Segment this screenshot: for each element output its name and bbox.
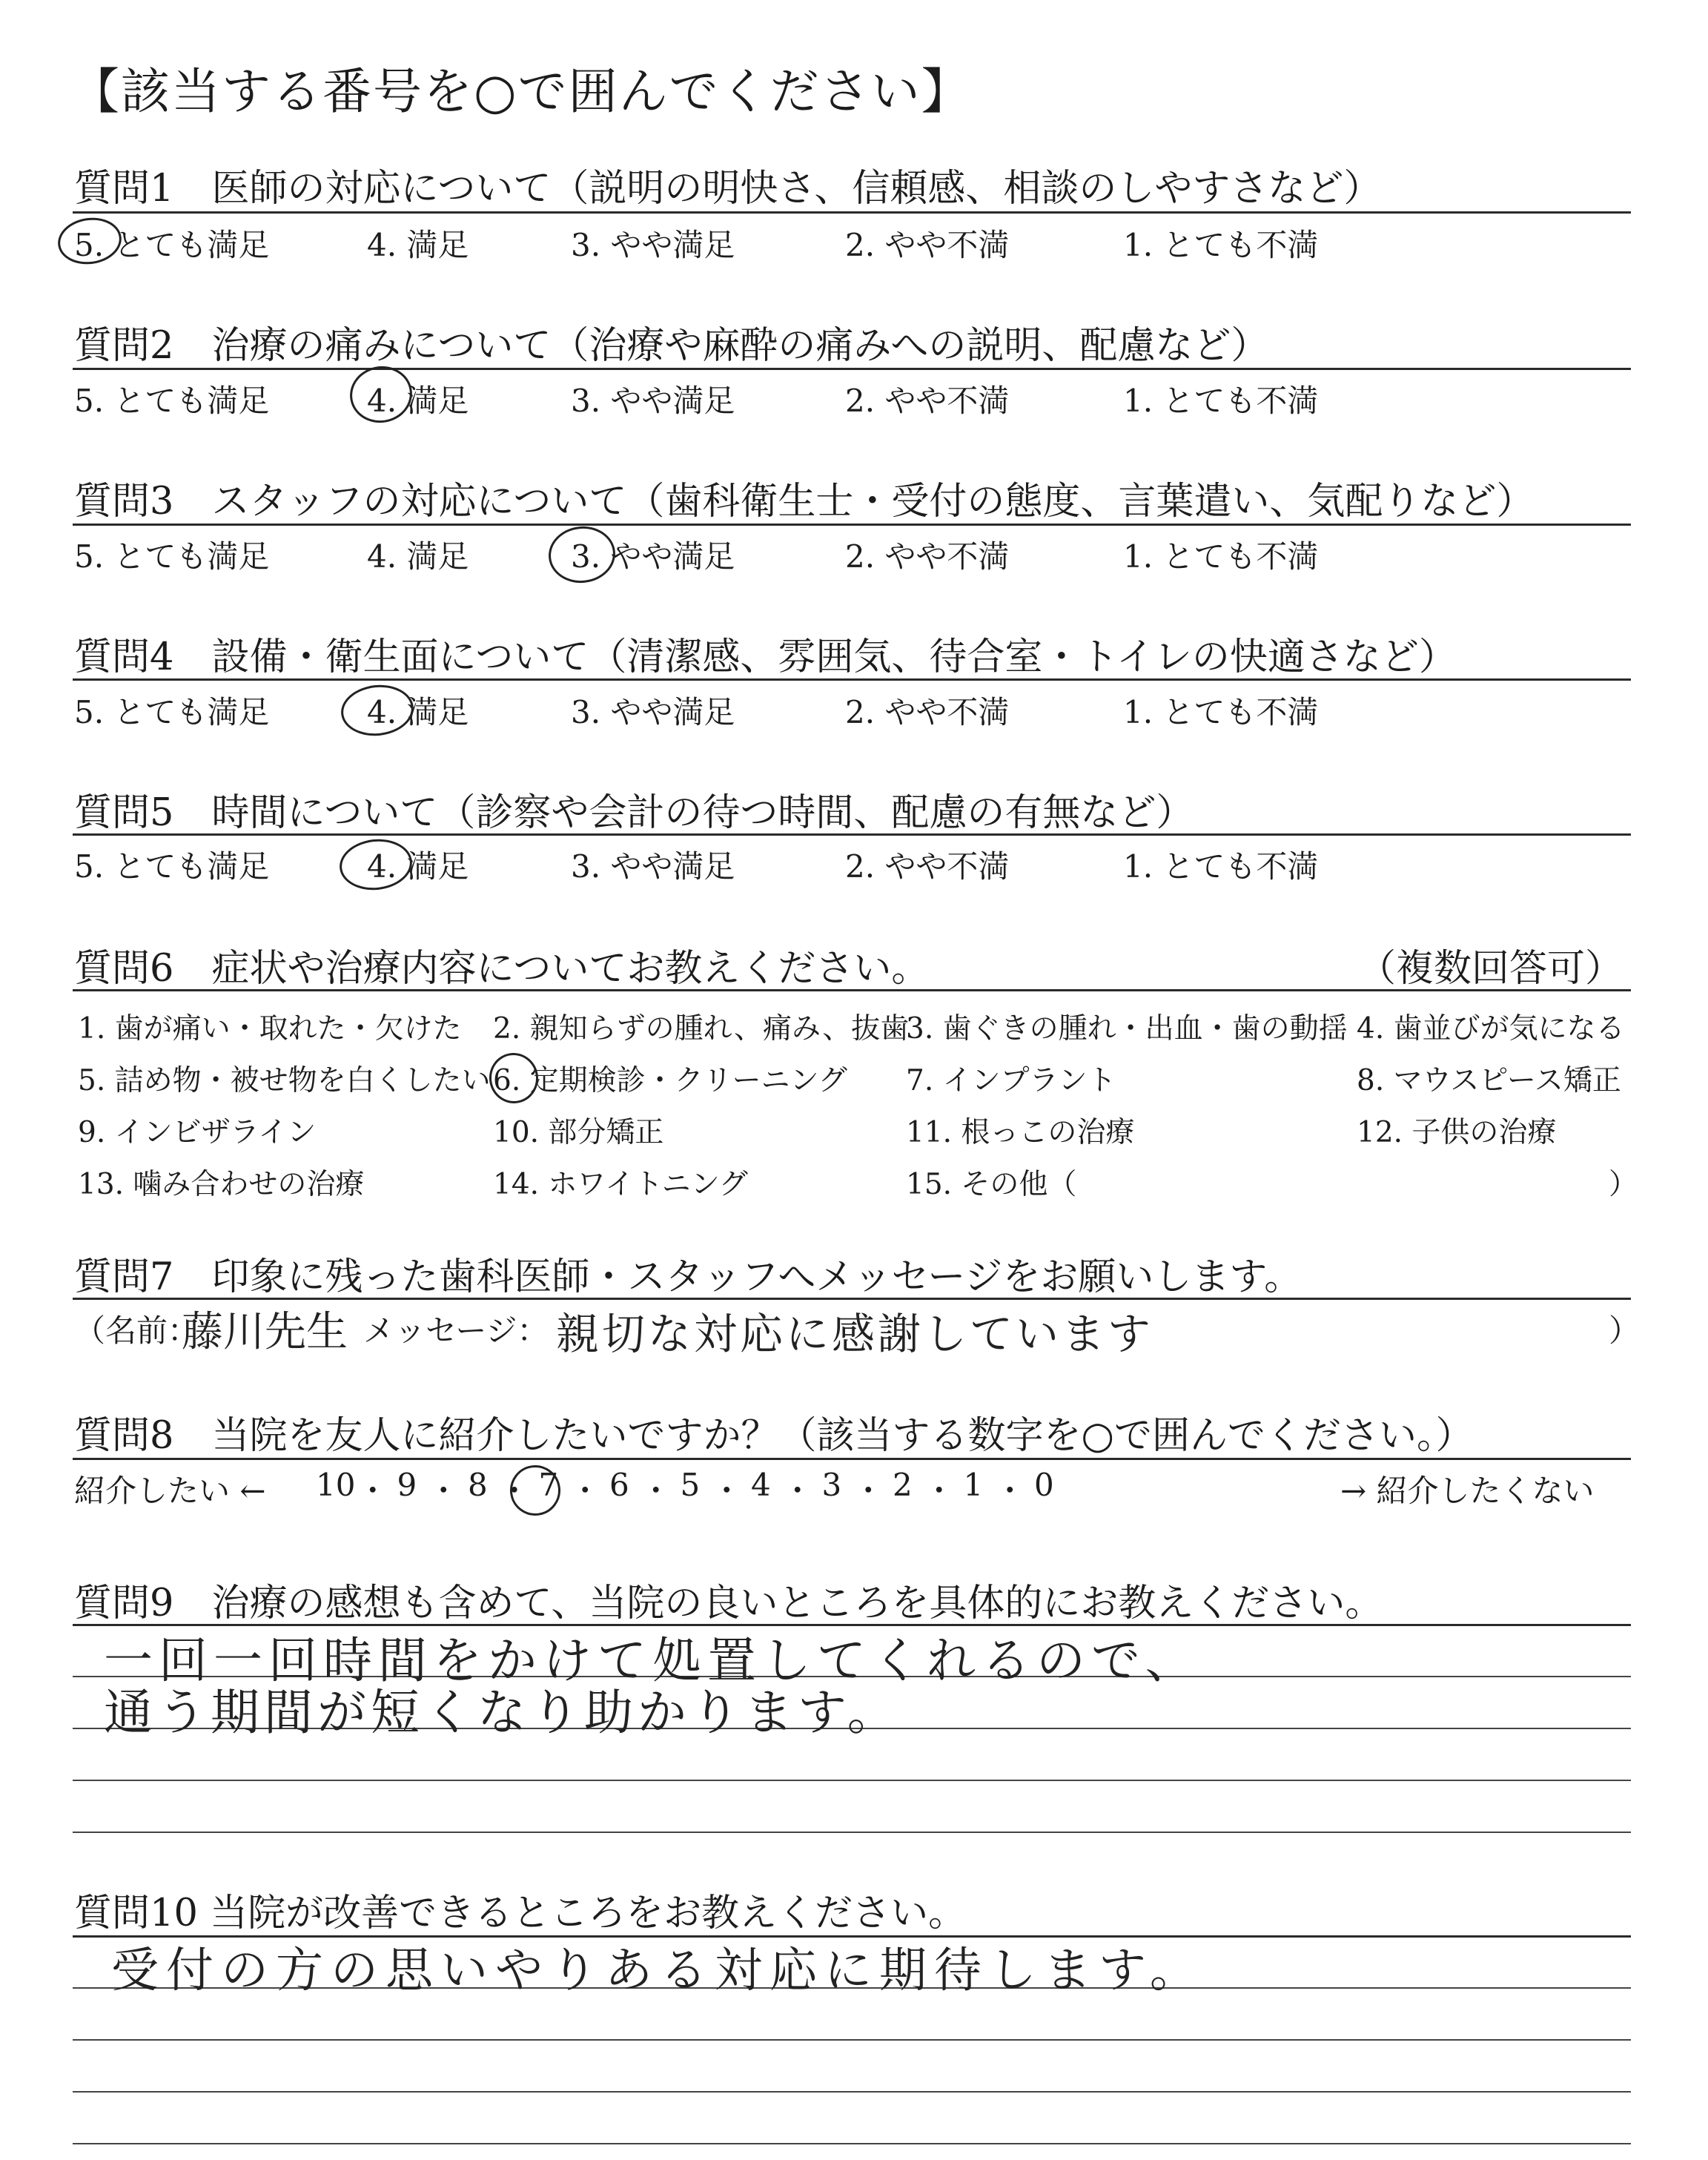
q7-message-label: メッセージ： bbox=[363, 1312, 549, 1349]
question-10-title: 質問10 当院が改善できるところをお教えください。 bbox=[74, 1892, 967, 1935]
q4-option-5[interactable]: 5. とても満足 bbox=[74, 694, 270, 730]
q6-option-6[interactable]: 6. 定期検診・クリーニング bbox=[493, 1064, 847, 1097]
question-9-title: 質問9 治療の感想も含めて、当院の良いところを具体的にお教えください。 bbox=[74, 1582, 1383, 1625]
q2-option-2[interactable]: 2. やや不満 bbox=[845, 383, 1010, 419]
q5-option-5[interactable]: 5. とても満足 bbox=[74, 848, 270, 885]
q4-option-1[interactable]: 1. とても不満 bbox=[1123, 694, 1319, 730]
q6-option-14[interactable]: 14. ホワイトニング bbox=[493, 1168, 748, 1201]
question-9-rule-5 bbox=[73, 1832, 1631, 1833]
question-6-note: （複数回答可） bbox=[1358, 947, 1623, 991]
q1-option-5[interactable]: 5. とても満足 bbox=[74, 227, 270, 263]
q3-option-3[interactable]: 3. やや満足 bbox=[571, 538, 735, 575]
question-5-rule bbox=[73, 833, 1631, 836]
question-7-title: 質問7 印象に残った歯科医師・スタッフへメッセージをお願いします。 bbox=[74, 1255, 1302, 1299]
question-1-rule bbox=[73, 211, 1631, 214]
question-2-title: 質問2 治療の痛みについて（治療や麻酔の痛みへの説明、配慮など） bbox=[74, 324, 1269, 368]
q6-option-3[interactable]: 3. 歯ぐきの腫れ・出血・歯の動揺 bbox=[906, 1012, 1348, 1046]
q2-option-4[interactable]: 4. 満足 bbox=[367, 383, 469, 419]
question-10-rule-5 bbox=[73, 2143, 1631, 2144]
q2-option-3[interactable]: 3. やや満足 bbox=[571, 383, 735, 419]
q2-option-5[interactable]: 5. とても満足 bbox=[74, 383, 270, 419]
q8-scale-5[interactable]: 5 bbox=[680, 1467, 701, 1503]
q6-option-12[interactable]: 12. 子供の治療 bbox=[1357, 1116, 1557, 1149]
question-6-rule bbox=[73, 989, 1631, 991]
q4-option-4[interactable]: 4. 満足 bbox=[367, 694, 469, 730]
question-4-title: 質問4 設備・衛生面について（清潔感、雰囲気、待合室・トイレの快適さなど） bbox=[74, 635, 1457, 679]
q9-answer-line-1[interactable]: 一回一回時間をかけて処置してくれるので、 bbox=[104, 1632, 1200, 1689]
q1-option-1[interactable]: 1. とても不満 bbox=[1123, 227, 1319, 263]
question-9-rule-4 bbox=[73, 1780, 1631, 1781]
q6-option-4[interactable]: 4. 歯並びが気になる bbox=[1357, 1012, 1625, 1046]
q2-option-1[interactable]: 1. とても不満 bbox=[1123, 383, 1319, 419]
form-header: 【該当する番号を○で囲んでください】 bbox=[70, 63, 972, 120]
q8-scale-4[interactable]: 4 bbox=[751, 1467, 771, 1503]
q8-scale-9[interactable]: 9 bbox=[397, 1467, 417, 1503]
q6-option-5[interactable]: 5. 詰め物・被せ物を白くしたい bbox=[78, 1064, 491, 1097]
q6-option-11[interactable]: 11. 根っこの治療 bbox=[906, 1116, 1135, 1149]
q10-answer-line-1[interactable]: 受付の方の思いやりある対応に期待します。 bbox=[111, 1943, 1205, 1998]
q6-option-7[interactable]: 7. インプラント bbox=[906, 1064, 1116, 1097]
question-8-rule bbox=[73, 1458, 1631, 1460]
q4-option-2[interactable]: 2. やや不満 bbox=[845, 694, 1010, 730]
q8-scale-10[interactable]: 10 bbox=[316, 1467, 356, 1503]
q3-option-2[interactable]: 2. やや不満 bbox=[845, 538, 1010, 575]
q8-scale-0[interactable]: 0 bbox=[1034, 1467, 1054, 1503]
question-3-title: 質問3 スタッフの対応について（歯科衛生士・受付の態度、言葉遣い、気配りなど） bbox=[74, 480, 1535, 524]
q9-answer-line-2[interactable]: 通う期間が短くなり助かります。 bbox=[104, 1684, 901, 1741]
question-3-rule bbox=[73, 524, 1631, 526]
question-10-rule-3 bbox=[73, 2039, 1631, 2041]
q7-name-label: （名前： bbox=[74, 1312, 199, 1349]
q8-scale-7[interactable]: 7 bbox=[538, 1467, 559, 1503]
q1-option-3[interactable]: 3. やや満足 bbox=[571, 227, 735, 263]
q5-option-2[interactable]: 2. やや不満 bbox=[845, 848, 1010, 885]
q8-scale-separator: ・ bbox=[711, 1473, 743, 1509]
q6-option-1[interactable]: 1. 歯が痛い・取れた・欠けた bbox=[78, 1012, 462, 1046]
q8-right-label: → 紹介したくない bbox=[1340, 1473, 1595, 1509]
q6-option-9[interactable]: 9. インビザライン bbox=[78, 1116, 317, 1149]
q6-option-15[interactable]: 15. その他（ bbox=[906, 1168, 1077, 1201]
q3-option-1[interactable]: 1. とても不満 bbox=[1123, 538, 1319, 575]
q8-left-label: 紹介したい ← bbox=[74, 1473, 266, 1509]
q8-scale-6[interactable]: 6 bbox=[609, 1467, 629, 1503]
q5-option-4[interactable]: 4. 満足 bbox=[367, 848, 469, 885]
question-1-title: 質問1 医師の対応について（説明の明快さ、信頼感、相談のしやすさなど） bbox=[74, 167, 1382, 211]
q8-scale-separator: ・ bbox=[923, 1473, 955, 1509]
q4-option-3[interactable]: 3. やや満足 bbox=[571, 694, 735, 730]
q7-name-value[interactable]: 藤川先生 bbox=[182, 1308, 348, 1356]
q8-scale-separator: ・ bbox=[357, 1473, 388, 1509]
q8-scale-separator: ・ bbox=[994, 1473, 1026, 1509]
question-8-title: 質問8 当院を友人に紹介したいですか？（該当する数字を○で囲んでください。） bbox=[74, 1414, 1474, 1458]
q8-scale-separator: ・ bbox=[498, 1473, 530, 1509]
question-6-title: 質問6 症状や治療内容についてお教えください。 bbox=[74, 947, 930, 991]
q8-scale-8[interactable]: 8 bbox=[468, 1467, 488, 1503]
q7-close-paren: ） bbox=[1609, 1312, 1641, 1349]
q6-option-10[interactable]: 10. 部分矯正 bbox=[493, 1116, 664, 1149]
q8-scale-2[interactable]: 2 bbox=[893, 1467, 913, 1503]
question-5-title: 質問5 時間について（診察や会計の待つ時間、配慮の有無など） bbox=[74, 791, 1194, 835]
question-4-rule bbox=[73, 678, 1631, 681]
q3-option-5[interactable]: 5. とても満足 bbox=[74, 538, 270, 575]
q6-option-2[interactable]: 2. 親知らずの腫れ、痛み、抜歯 bbox=[493, 1012, 910, 1046]
q5-option-3[interactable]: 3. やや満足 bbox=[571, 848, 735, 885]
q8-scale-separator: ・ bbox=[569, 1473, 601, 1509]
q6-option-15-close: ） bbox=[1609, 1168, 1638, 1201]
q8-scale-separator: ・ bbox=[781, 1473, 813, 1509]
q8-scale-separator: ・ bbox=[640, 1473, 672, 1509]
q8-scale-separator: ・ bbox=[853, 1473, 884, 1509]
q8-scale-1[interactable]: 1 bbox=[963, 1467, 984, 1503]
q8-scale-3[interactable]: 3 bbox=[821, 1467, 842, 1503]
q3-option-4[interactable]: 4. 満足 bbox=[367, 538, 469, 575]
question-10-rule-4 bbox=[73, 2091, 1631, 2093]
q7-message-value[interactable]: 親切な対応に感謝しています bbox=[556, 1309, 1154, 1359]
q8-scale-separator: ・ bbox=[428, 1473, 460, 1509]
q1-option-4[interactable]: 4. 満足 bbox=[367, 227, 469, 263]
q1-option-2[interactable]: 2. やや不満 bbox=[845, 227, 1010, 263]
q6-option-13[interactable]: 13. 噛み合わせの治療 bbox=[78, 1168, 365, 1201]
q6-option-8[interactable]: 8. マウスピース矯正 bbox=[1357, 1064, 1621, 1097]
q5-option-1[interactable]: 1. とても不満 bbox=[1123, 848, 1319, 885]
question-2-rule bbox=[73, 368, 1631, 370]
